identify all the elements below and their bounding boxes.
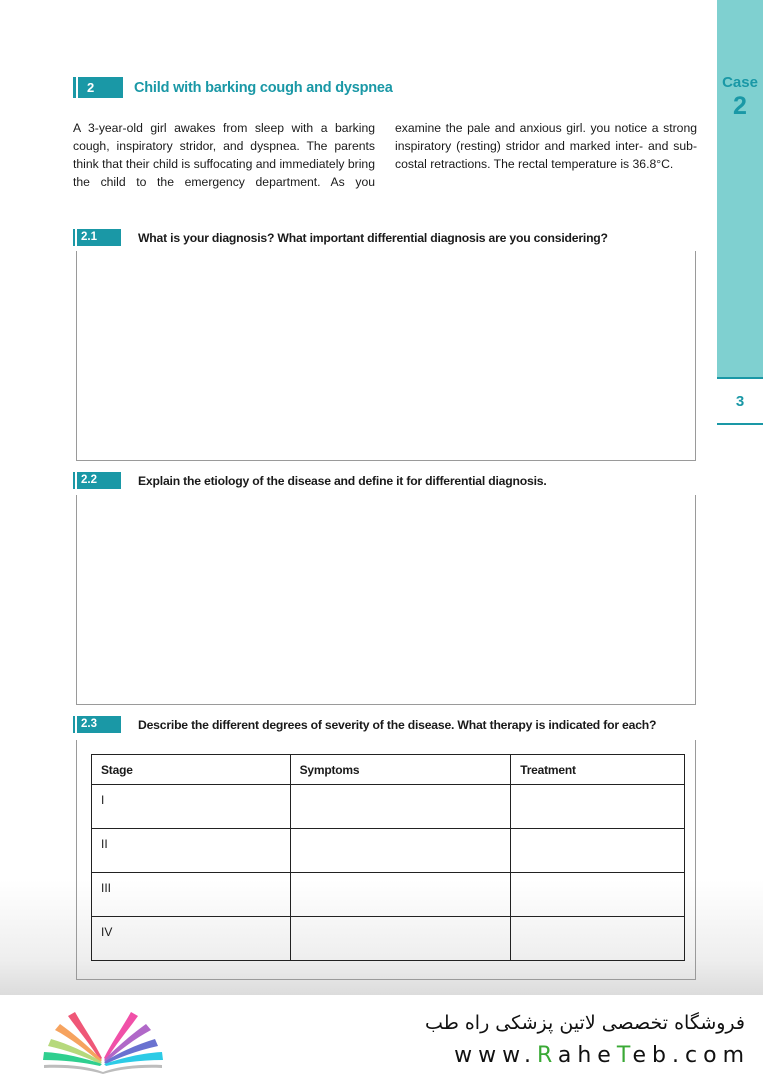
case-side-tab bbox=[717, 0, 763, 378]
question-text: Describe the different degrees of severity of the disease. What therapy is indicated for each? bbox=[138, 717, 657, 732]
table-row bbox=[92, 829, 685, 873]
symptoms-cell[interactable] bbox=[290, 829, 511, 873]
question-text: Explain the etiology of the disease and define it for differential diagnosis. bbox=[138, 473, 547, 488]
stage-cell: IV bbox=[92, 917, 291, 961]
symptoms-cell[interactable] bbox=[290, 917, 511, 961]
page-number: 3 bbox=[735, 393, 745, 410]
question-header-2-1 bbox=[73, 229, 608, 246]
treatment-cell[interactable] bbox=[511, 917, 685, 961]
case-header-bar bbox=[73, 77, 76, 98]
treatment-cell[interactable] bbox=[511, 785, 685, 829]
table-row bbox=[92, 873, 685, 917]
case-header bbox=[73, 77, 393, 98]
side-case-label: Case bbox=[722, 74, 758, 91]
treatment-cell[interactable] bbox=[511, 873, 685, 917]
page-number-rule bbox=[717, 423, 763, 425]
answer-box-2-1[interactable] bbox=[76, 251, 696, 461]
severity-table bbox=[91, 754, 685, 961]
column-header-symptoms: Symptoms bbox=[290, 755, 511, 785]
url-suffix: eb.com bbox=[632, 1043, 750, 1068]
question-number-badge: 2.2 bbox=[77, 472, 121, 489]
open-book-rainbow-logo-icon bbox=[38, 1008, 168, 1074]
side-tab-rule bbox=[717, 377, 763, 379]
case-title: Child with barking cough and dyspnea bbox=[134, 79, 393, 96]
question-bar bbox=[73, 229, 75, 246]
symptoms-cell[interactable] bbox=[290, 785, 511, 829]
side-case-number: 2 bbox=[733, 92, 747, 120]
stage-cell: I bbox=[92, 785, 291, 829]
case-intro-right: examine the pale and anxious girl. you notice a strong inspiratory (resting) stridor and marked inter- and sub-costal retractions. The rectal temperature is 36.8°C. bbox=[395, 121, 697, 171]
question-header-2-3 bbox=[73, 716, 656, 733]
stage-cell: II bbox=[92, 829, 291, 873]
question-header-2-2 bbox=[73, 472, 547, 489]
case-number-badge: 2 bbox=[78, 77, 123, 98]
case-intro-left: A 3-year-old girl awakes from sleep with a barking cough, inspiratory stridor, and dyspnea. The parents think that their child is suffocating and immediately bring the child to the emergency department. As you bbox=[73, 121, 375, 189]
footer-store-name: فروشگاه تخصصی لاتین پزشکی راه طب bbox=[425, 1012, 745, 1034]
symptoms-cell[interactable] bbox=[290, 873, 511, 917]
footer-url[interactable] bbox=[410, 1043, 750, 1068]
question-number-badge: 2.1 bbox=[77, 229, 121, 246]
column-header-stage: Stage bbox=[92, 755, 291, 785]
treatment-cell[interactable] bbox=[511, 829, 685, 873]
url-prefix: www. bbox=[454, 1043, 538, 1068]
url-letter-r: R bbox=[537, 1043, 558, 1068]
question-number-badge: 2.3 bbox=[77, 716, 121, 733]
table-header-row bbox=[92, 755, 685, 785]
url-mid: ahe bbox=[557, 1043, 617, 1068]
answer-box-2-2[interactable] bbox=[76, 495, 696, 705]
stage-cell: III bbox=[92, 873, 291, 917]
url-letter-t: T bbox=[616, 1043, 633, 1068]
question-bar bbox=[73, 472, 75, 489]
table-row bbox=[92, 917, 685, 961]
table-row bbox=[92, 785, 685, 829]
question-bar bbox=[73, 716, 75, 733]
column-header-treatment: Treatment bbox=[511, 755, 685, 785]
question-text: What is your diagnosis? What important differential diagnosis are you considering? bbox=[138, 230, 608, 245]
